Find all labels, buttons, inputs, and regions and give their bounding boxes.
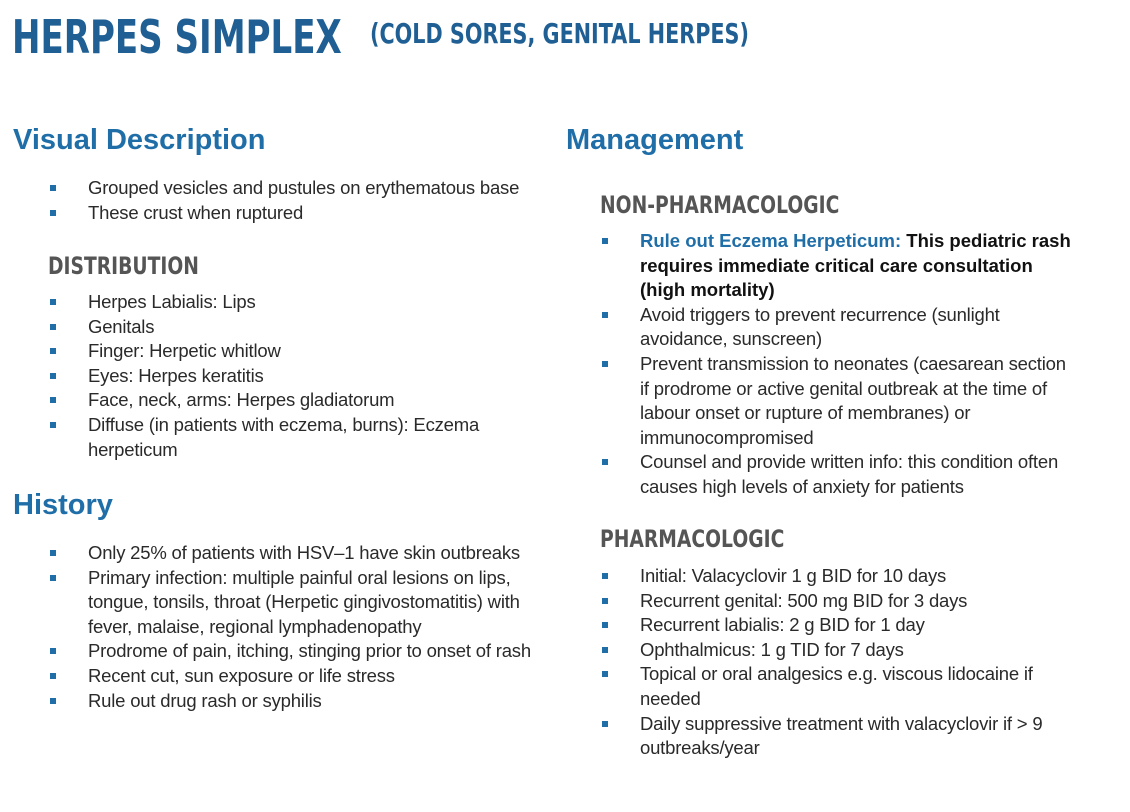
list-item: Prevent transmission to neonates (caesarean section if prodrome or active genital outbreak at the time of labour onset or rupture of membranes) or immunocompromised bbox=[602, 352, 1072, 450]
bullet-icon bbox=[602, 598, 608, 604]
history-list bbox=[50, 541, 550, 713]
bullet-icon bbox=[50, 210, 56, 216]
bullet-icon bbox=[50, 373, 56, 379]
list-item: Primary infection: multiple painful oral lesions on lips, tongue, tonsils, throat (Herpetic gingivostomatitis) with fever, malaise, regional lymphadenopathy bbox=[50, 566, 550, 640]
list-item: These crust when ruptured bbox=[50, 201, 540, 226]
non-pharmacologic-list bbox=[602, 229, 1072, 500]
bullet-icon bbox=[602, 361, 608, 367]
distribution-list bbox=[50, 290, 490, 462]
list-item: Diffuse (in patients with eczema, burns): Eczema herpeticum bbox=[50, 413, 490, 462]
bullet-icon bbox=[50, 575, 56, 581]
bullet-icon bbox=[602, 238, 608, 244]
title-main-text: HERPES SIMPLEX bbox=[12, 10, 342, 64]
history-heading: History bbox=[13, 489, 113, 521]
list-item: Avoid triggers to prevent recurrence (sunlight avoidance, sunscreen) bbox=[602, 303, 1072, 352]
eczema-herpeticum-warning: This pediatric rash requires immediate critical care consultation (high mortality) bbox=[640, 230, 1071, 301]
pharmacologic-heading: PHARMACOLOGIC bbox=[600, 525, 785, 553]
bullet-icon bbox=[50, 648, 56, 654]
bullet-icon bbox=[602, 671, 608, 677]
non-pharmacologic-heading: NON-PHARMACOLOGIC bbox=[600, 191, 840, 219]
list-item: Recurrent genital: 500 mg BID for 3 days bbox=[602, 589, 1062, 614]
bullet-icon bbox=[50, 397, 56, 403]
management-heading: Management bbox=[566, 124, 744, 156]
title-subtitle: (COLD SORES, GENITAL HERPES) bbox=[370, 17, 749, 50]
list-item: Genitals bbox=[50, 315, 490, 340]
list-item: Finger: Herpetic whitlow bbox=[50, 339, 490, 364]
bullet-icon bbox=[50, 299, 56, 305]
bullet-icon bbox=[602, 647, 608, 653]
list-item: Counsel and provide written info: this condition often causes high levels of anxiety for patients bbox=[602, 450, 1072, 499]
bullet-icon bbox=[50, 422, 56, 428]
list-item: Herpes Labialis: Lips bbox=[50, 290, 490, 315]
bullet-icon bbox=[50, 698, 56, 704]
list-item: Daily suppressive treatment with valacyclovir if > 9 outbreaks/year bbox=[602, 712, 1062, 761]
list-item: Ophthalmicus: 1 g TID for 7 days bbox=[602, 638, 1062, 663]
list-item: Prodrome of pain, itching, stinging prior to onset of rash bbox=[50, 639, 550, 664]
bullet-icon bbox=[50, 348, 56, 354]
list-item: Grouped vesicles and pustules on erythematous base bbox=[50, 176, 540, 201]
pharmacologic-list bbox=[602, 564, 1062, 761]
list-item: Face, neck, arms: Herpes gladiatorum bbox=[50, 388, 490, 413]
list-item: Recurrent labialis: 2 g BID for 1 day bbox=[602, 613, 1062, 638]
bullet-icon bbox=[602, 721, 608, 727]
list-item: Initial: Valacyclovir 1 g BID for 10 days bbox=[602, 564, 1062, 589]
list-item: Recent cut, sun exposure or life stress bbox=[50, 664, 550, 689]
bullet-icon bbox=[50, 673, 56, 679]
list-item: Topical or oral analgesics e.g. viscous lidocaine if needed bbox=[602, 662, 1062, 711]
distribution-heading: DISTRIBUTION bbox=[48, 252, 199, 280]
eczema-herpeticum-lead: Rule out Eczema Herpeticum: bbox=[640, 230, 902, 251]
bullet-icon bbox=[602, 459, 608, 465]
bullet-icon bbox=[50, 550, 56, 556]
bullet-icon bbox=[50, 324, 56, 330]
list-item: Rule out drug rash or syphilis bbox=[50, 689, 550, 714]
list-item: Only 25% of patients with HSV–1 have skin outbreaks bbox=[50, 541, 550, 566]
visual-description-list bbox=[50, 176, 540, 225]
bullet-icon bbox=[602, 312, 608, 318]
list-item: Eyes: Herpes keratitis bbox=[50, 364, 490, 389]
bullet-icon bbox=[602, 622, 608, 628]
bullet-icon bbox=[602, 573, 608, 579]
list-item bbox=[602, 229, 1072, 303]
bullet-icon bbox=[50, 185, 56, 191]
visual-description-heading: Visual Description bbox=[13, 124, 266, 156]
